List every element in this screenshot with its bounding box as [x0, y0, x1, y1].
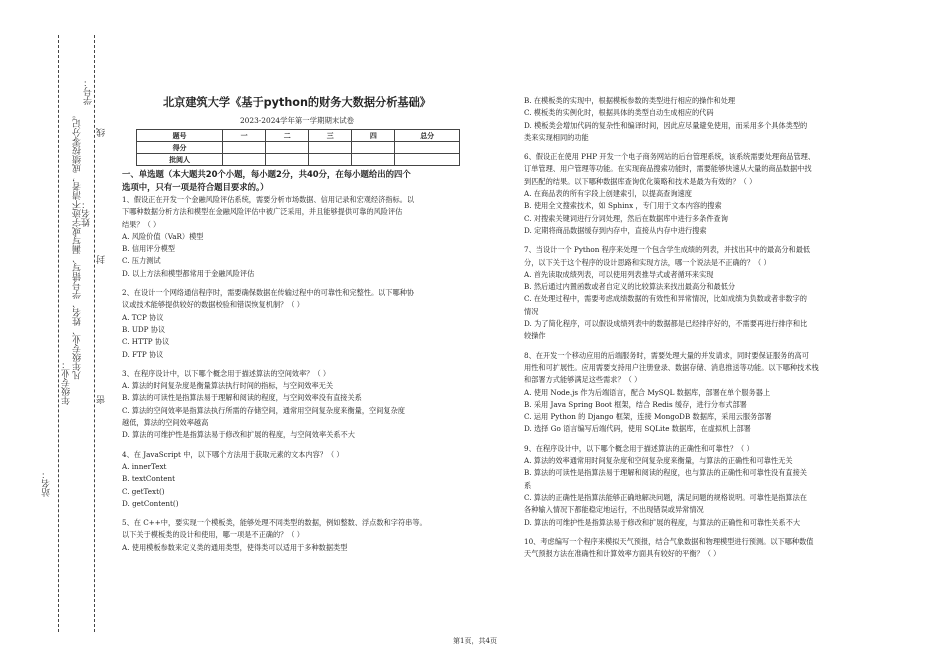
question-gap: [122, 510, 482, 517]
section-title: 一、单选题（本大题共20个小题，每小题2分，共40分，在每小题给出的四个: [122, 169, 411, 179]
score-header-cell: 一: [223, 130, 266, 142]
question-line: 以下关于模板类的设计和使用，哪一项是不正确的？（ ）: [122, 530, 304, 540]
question-line: 1、假设正在开发一个金融风险评估系统，需要分析市场数据、信用记录和宏观经济指标。以: [122, 195, 415, 204]
question-line: C. 算法的正确性是指算法能够正确地解决问题，满足问题的规格说明。可靠性是指算法在: [524, 492, 807, 502]
binding-mark-xian: 线: [97, 128, 107, 137]
question-line: D. getContent(): [122, 498, 179, 508]
question-line: 议或技术能够提供较好的数据校验和错误恢复机制？（ ）: [122, 300, 304, 310]
score-header-cell: 四: [352, 130, 395, 142]
score-cell: [395, 154, 460, 166]
question-line: D. 选择 Go 语言编写后端代码，使用 SQLite 数据库，在虚拟机上部署: [524, 424, 751, 434]
score-row-label: 得分: [137, 142, 223, 154]
question-line: A. 使用模板参数来定义类的通用类型，使得类可以适用于多种数据类型: [122, 542, 348, 552]
score-table-header-row: [137, 130, 460, 142]
question-line: 结果？（ ）: [122, 219, 161, 229]
question-line: C. 模板类的实例化时，根据具体的类型自动生成相应的代码: [524, 108, 714, 118]
score-header-cell: 总分: [395, 130, 460, 142]
station-name-label: 站名：: [42, 470, 52, 497]
question-line: C. HTTP 协议: [122, 337, 170, 347]
question-line: B. 使用全文搜索技术，如 Sphinx ，专门用于文本内容的搜索: [524, 201, 722, 211]
question-line: 3、在程序设计中，以下哪个概念用于描述算法的空间效率？（ ）: [122, 368, 331, 378]
question-line: 下哪种数据分析方法和模型在金融风险评估中被广泛采用，并且能够提供可靠的风险评估: [122, 207, 403, 217]
question-gap: [122, 361, 482, 368]
binding-line-inner: [58, 35, 59, 632]
question-line: 10、考虑编写一个程序来模拟天气预报，结合气象数据和物理模型进行预测。以下哪种数值: [524, 536, 814, 546]
binding-margin: [0, 0, 110, 672]
question-line: B. textContent: [122, 474, 176, 484]
question-line: 较操作: [524, 331, 546, 341]
question-line: B. UDP 协议: [122, 324, 166, 334]
score-cell: [223, 142, 266, 154]
grade-major-label: 年级专业：: [62, 360, 72, 405]
question-gap: [524, 144, 904, 151]
question-line: 订单管理、用户管理等功能。在实现商品搜索功能时，需要能够快速从大量的商品数据中找: [524, 164, 812, 174]
section-title-cont: 选项中，只有一项是符合题目要求的。）: [122, 182, 269, 192]
question-line: C. 在处理过程中，需要考虑成绩数据的有效性和异常情况，比如成绩为负数或者非数字的: [524, 294, 807, 304]
question-line: A. 风险价值（VaR）模型: [122, 231, 204, 241]
question-line: 情况: [524, 306, 539, 316]
binding-line-outer: [94, 35, 95, 632]
question-line: C. 运用 Python 的 Django 框架，连接 MongoDB 数据库，采用云服务部署: [524, 412, 772, 422]
score-table: [136, 129, 460, 166]
question-line: B. 采用 Java Spring Boot 框架，结合 Redis 缓存，进行分布式部署: [524, 399, 747, 409]
score-table-row: [137, 154, 460, 166]
question-line: D. 为了简化程序，可以假设成绩列表中的数据都是已经排序好的，不需要再进行排序和比: [524, 319, 808, 329]
question-line: C. 对搜索关键词进行分词处理，然后在数据库中进行多条件查询: [524, 213, 728, 223]
question-line: C. 压力测试: [122, 256, 161, 266]
question-line: 6、假设正在使用 PHP 开发一个电子商务网站的后台管理系统，该系统需要处理商品管理、: [524, 152, 816, 162]
question-line: B. 然后通过内置函数或者自定义的比较算法来找出最高分和最低分: [524, 282, 736, 292]
right-column: [524, 95, 904, 560]
question-line: D. 算法的可维护性是指算法易于修改和扩展的程度，与算法的正确性和可靠性关系不大: [524, 517, 801, 527]
page-footer: 第1页，共4页: [453, 637, 497, 645]
question-line: 4、在 JavaScript 中，以下哪个方法用于获取元素的文本内容？（ ）: [122, 449, 344, 459]
binding-mark-feng: 封: [97, 255, 107, 264]
question-line: A. 使用 Node.js 作为后端语言，配合 MySQL 数据库，部署在单个服务器上: [524, 387, 771, 397]
student-id-label: 学号：: [84, 78, 94, 105]
question-line: 和部署方式能够满足这些需求？（ ）: [524, 375, 642, 385]
score-cell: [395, 142, 460, 154]
question-line: 用性和可扩展性。应用需要支持用户注册登录、数据存储、消息推送等功能。以下哪种技术栈: [524, 362, 819, 372]
question-line: D. 以上方法和模型都常用于金融风险评估: [122, 268, 255, 278]
question-line: D. 模板类会增加代码的复杂性和编译时间，因此应尽量避免使用，而采用多个具体类型的: [524, 120, 808, 130]
question-line: 越低，算法的空间效率越高: [122, 418, 209, 428]
score-row-label: 批阅人: [137, 154, 223, 166]
question-line: D. 算法的可维护性是指算法易于修改和扩展的程度，与空间效率关系不大: [122, 430, 355, 440]
question-line: C. 算法的空间效率是指算法执行所需的存储空间，通常用空间复杂度来衡量，空间复杂度: [122, 405, 405, 415]
question-line: D. 定期将商品数据缓存到内存中，直接从内存中进行搜索: [524, 225, 707, 235]
question-line: 系: [524, 480, 532, 490]
question-line: 7、当设计一个 Python 程序来处理一个包含学生成绩的列表，并找出其中的最高分和最低: [524, 245, 811, 255]
student-name-label: 姓名：: [82, 200, 92, 227]
score-cell: [266, 154, 309, 166]
question-line: B. 算法的可读性是指算法易于理解和阅读的程度，也与算法的正确性和可靠性没有直接关: [524, 468, 807, 478]
question-line: B. 算法的可读性是指算法易于理解和阅读的程度，与空间效率没有直接关系: [122, 393, 362, 403]
question-line: 到匹配的结果。以下哪种数据库查询优化策略和技术是最为有效的？（ ）: [524, 176, 757, 186]
question-gap: [524, 529, 904, 536]
binding-note: 凡年级专业、姓名、学号错写、漏写或字迹不清者，成绩按零分记。: [73, 110, 83, 380]
question-line: A. TCP 协议: [122, 312, 164, 322]
score-header-cell: 二: [266, 130, 309, 142]
question-gap: [122, 442, 482, 449]
score-cell: [309, 154, 352, 166]
question-line: 5、在 C++中，要实现一个模板类，能够处理不同类型的数据，例如整数、浮点数和字符串等。: [122, 518, 427, 528]
question-line: 类来实现相同的功能: [524, 132, 589, 142]
score-cell: [352, 154, 395, 166]
question-line: B. 信用评分模型: [122, 244, 175, 254]
score-cell: [309, 142, 352, 154]
exam-title: 北京建筑大学《基于python的财务大数据分析基础》: [162, 96, 431, 109]
question-line: C. getText(): [122, 486, 165, 496]
score-cell: [223, 154, 266, 166]
question-line: 9、在程序设计中，以下哪个概念用于描述算法的正确性和可靠性？（ ）: [524, 443, 754, 453]
score-table-row: [137, 142, 460, 154]
question-line: 天气预报方法在准确性和计算效率方面具有较好的平衡？（ ）: [524, 549, 721, 559]
question-line: A. innerText: [122, 461, 167, 471]
score-cell: [352, 142, 395, 154]
question-gap: [122, 280, 482, 287]
question-line: A. 算法的时间复杂度是衡量算法执行时间的指标，与空间效率无关: [122, 381, 334, 391]
question-gap: [524, 237, 904, 244]
right-question-list: [524, 95, 904, 560]
question-gap: [524, 436, 904, 443]
exam-subtitle: 2023-2024学年第一学期期末试卷: [239, 116, 355, 125]
left-column: [122, 168, 482, 554]
question-line: B. 在模板类的实现中，根据模板参数的类型进行相应的操作和处理: [524, 96, 736, 105]
question-line: A. 在商品表的所有字段上创建索引，以提高查询速度: [524, 189, 692, 199]
question-line: 8、在开发一个移动应用的后端服务时，需要处理大量的并发请求，同时要保证服务的高可: [524, 350, 809, 360]
question-line: 各种输入情况下都能稳定地运行，不出现错误或异常情况: [524, 505, 704, 515]
binding-mark-mi: 密: [97, 395, 107, 404]
question-line: A. 算法的效率通常用时间复杂度和空间复杂度来衡量，与算法的正确性和可靠性无关: [524, 456, 793, 466]
left-question-list: [122, 194, 482, 554]
question-line: D. FTP 协议: [122, 349, 164, 359]
question-line: 分，以下关于这个程序的设计思路和实现方法，哪一个说法是不正确的？（ ）: [524, 257, 771, 267]
score-header-cell: 题号: [137, 130, 223, 142]
score-header-cell: 三: [309, 130, 352, 142]
question-line: A. 首先读取成绩列表，可以使用列表推导式或者循环来实现: [524, 269, 714, 279]
question-gap: [524, 343, 904, 350]
score-cell: [266, 142, 309, 154]
question-line: 2、在设计一个网络通信程序时，需要确保数据在传输过程中的可靠性和完整性。以下哪种协: [122, 288, 415, 298]
